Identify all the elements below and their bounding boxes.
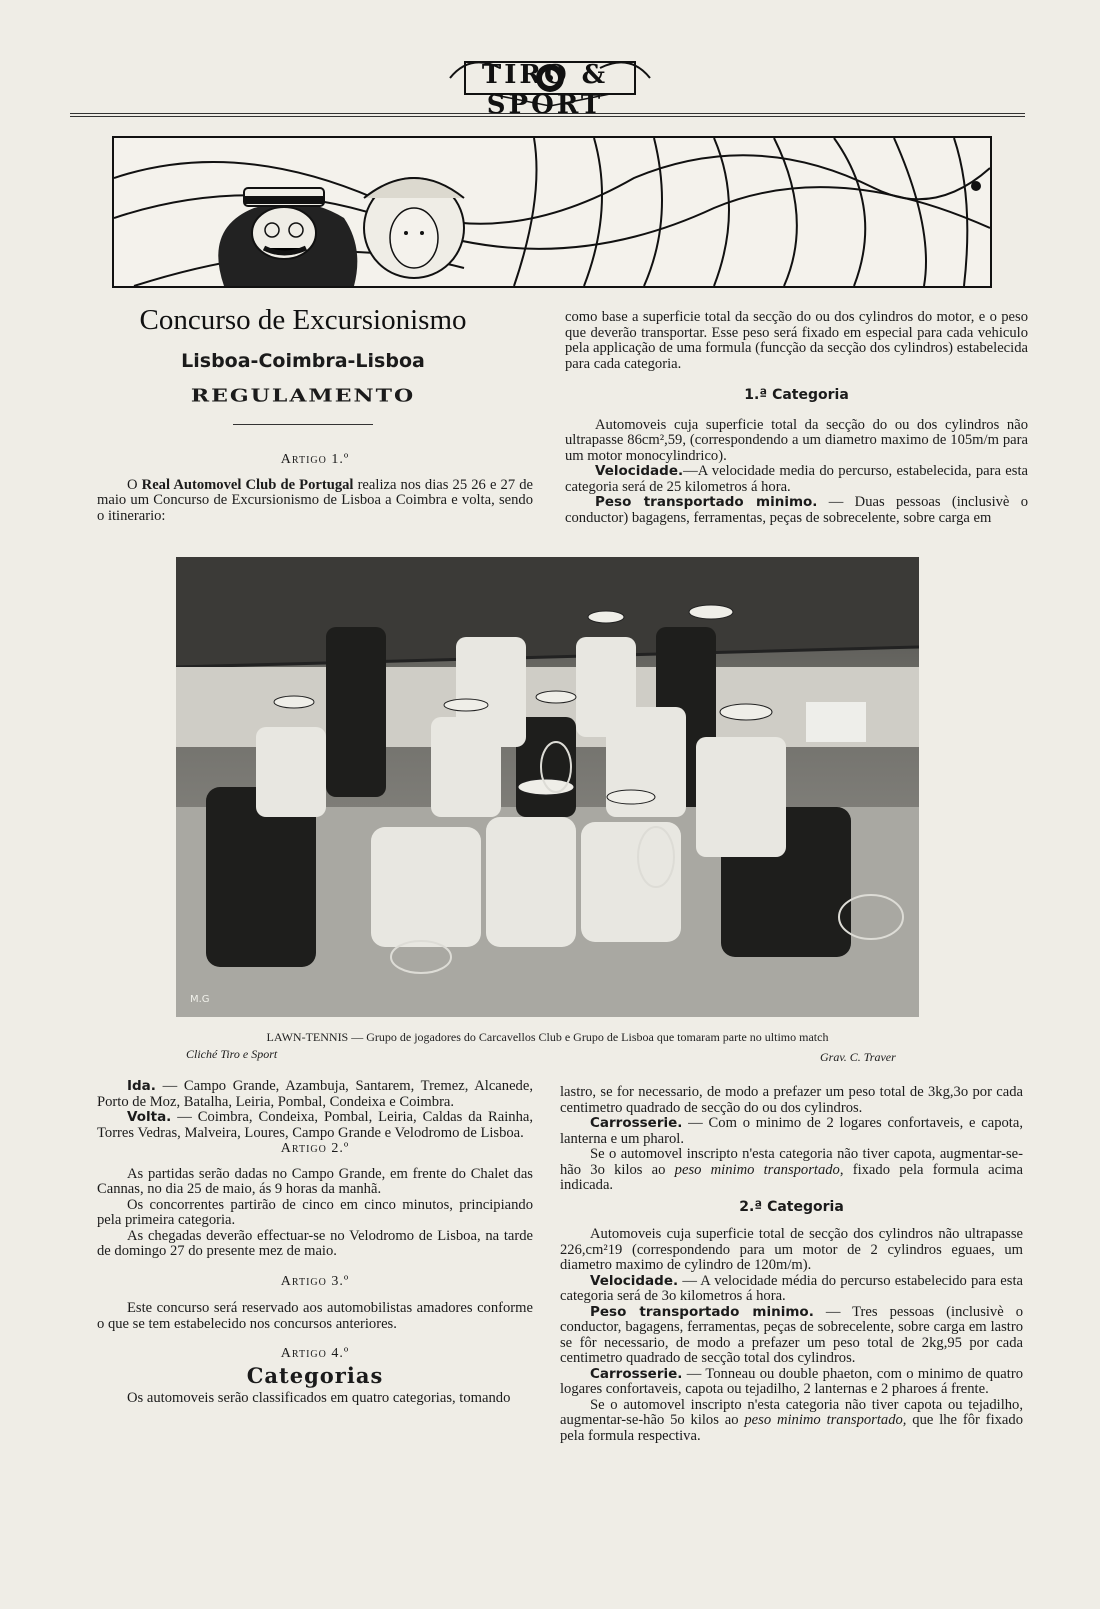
motorists-illustration-icon — [114, 138, 990, 286]
paragraph: lastro, se for necessario, de modo a prefazer um peso total de 3kg,3o por cada centimetro quadrado de secção do ou dos cylindros. — [560, 1084, 1023, 1116]
emphasis: peso minimo transportado, — [744, 1412, 907, 1428]
paragraph — [565, 495, 1028, 526]
text-run: , fixado pela formula acima indicada. — [560, 1161, 1023, 1193]
paragraph — [97, 478, 533, 525]
masthead-logo — [440, 48, 660, 120]
paragraph: Os concorrentes partirão de cinco em cinco minutos, principiando pela primeira categoria. — [97, 1196, 533, 1228]
paragraph — [560, 1367, 1023, 1398]
text-run: — Com o minimo de 2 logares confortaveis, e capota, lanterna e um pharol. — [560, 1115, 1023, 1147]
artigo-heading: Artigo 4.º — [280, 1346, 350, 1361]
text-run: O — [127, 476, 142, 493]
masthead-title: TIRO & SPORT — [481, 60, 609, 120]
label: Volta. — [127, 1109, 172, 1125]
paragraph: Automoveis cuja superficie total da secção do ou dos cylindros não ultrapasse 86cm²,59, (correspondendo a um diametro maximo de 105m/m para um motor monocylindrico). — [565, 416, 1028, 464]
label: Velocidade. — [590, 1272, 679, 1289]
paragraph — [97, 1079, 533, 1110]
paragraph — [560, 1147, 1023, 1194]
paragraph: Os automoveis serão classificados em quatro categorias, tomando — [127, 1390, 511, 1406]
artigo-heading: Artigo 3.º — [280, 1273, 350, 1289]
category-heading: 2.ª Categoria — [739, 1198, 844, 1215]
paragraph — [560, 1398, 1023, 1445]
text-run: — A velocidade média do percurso estabelecido para esta categoria será de 3o kilometros á hora. — [560, 1272, 1023, 1304]
category-heading: 1.ª Categoria — [744, 387, 849, 403]
paragraph — [560, 1274, 1023, 1305]
section-heading: REGULAMENTO — [190, 385, 416, 407]
text-run: que lhe fôr fixado pela formula respectiva. — [560, 1412, 1024, 1444]
text-run: — Campo Grande, Azambuja, Santarem, Tremez, Alcanede, Porto de Moz, Batalha, Leiria, Pombal, Condeixa e Coimbra. — [97, 1078, 533, 1110]
paragraph — [565, 464, 1028, 495]
paragraph: como base a superficie total da secção do ou dos cylindros do motor, e o peso que deverão transportar. Esse peso será fixado em especial para cada vehiculo pela applicação de uma formula (funcção da secção dos cylindros) estabelecida para cada categoria. — [565, 309, 1028, 372]
text-run: realiza nos dias 25 26 e 27 de maio um Concurso de Excursionismo de Lisboa a Coimbra e volta, sendo o itinerario: — [97, 476, 533, 524]
paragraph — [560, 1116, 1023, 1147]
artigo-heading: Artigo 2.º — [280, 1141, 350, 1156]
artigo-heading: Artigo 1.º — [280, 452, 350, 467]
right-column-bottom — [560, 1085, 1023, 1444]
header-rule — [70, 113, 1025, 117]
svg-text:M.G: M.G — [190, 994, 210, 1005]
text-run: —A velocidade media do percurso, estabelecida, para esta categoria será de 25 kilometros á hora. — [565, 463, 1028, 495]
paragraph: Automoveis cuja superficie total de secção dos cylindros não ultrapasse 226,cm²19 (correspondendo para um motor de 2 cylindros eguaes, um diametro maximo de cylindro de 120m/m). — [560, 1226, 1023, 1273]
photo-caption: LAWN-TENNIS — Grupo de jogadores do Carcavellos Club e Grupo de Lisboa que tomaram parte no ultimo match — [266, 1030, 829, 1044]
photo-credit: Cliché Tiro e Sport — [186, 1047, 278, 1061]
emphasis: peso minimo transportado — [674, 1161, 840, 1178]
label: Velocidade. — [595, 463, 684, 479]
banner-illustration — [112, 136, 992, 288]
tennis-group-photo — [176, 557, 919, 1017]
paragraph — [560, 1305, 1023, 1367]
text-run: — Coimbra, Condeixa, Pombal, Leiria, Caldas da Rainha, Torres Vedras, Malveira, Loures, Campo Grande e Velodromo de Lisboa. — [97, 1109, 533, 1141]
left-column-bottom — [97, 1079, 533, 1407]
article-title: Concurso de Excursionismo — [139, 304, 467, 336]
article-subtitle: Lisboa-Coimbra-Lisboa — [181, 350, 425, 372]
label: Peso transportado minimo. — [590, 1303, 814, 1320]
left-column-top — [97, 452, 533, 524]
categorias-heading: Categorias — [246, 1362, 384, 1388]
text-run: — Duas pessoas (inclusivè o conductor) bagagens, ferramentas, peças de sobrecelente, sobre carga em — [565, 494, 1028, 526]
paragraph: As chegadas deverão effectuar-se no Velodromo de Lisboa, na tarde de domingo 27 do presente mez de maio. — [97, 1227, 533, 1259]
label: Carrosserie. — [590, 1115, 683, 1131]
label: Ida. — [127, 1078, 156, 1094]
paragraph: Este concurso será reservado aos automobilistas amadores conforme o que se tem estabelecido nos concursos anteriores. — [97, 1300, 533, 1332]
club-name: Real Automovel Club de Portugal — [141, 476, 354, 493]
divider — [233, 424, 373, 425]
text-run: — Tres pessoas (inclusivè o conductor, bagagens, ferramentas, peças de sobrecelente, sobre carga em lastro se fôr necessario, de modo a prefazer um peso total de 2kg,95 por cada centimetro quadrado de secção total dos cylindros. — [560, 1303, 1023, 1366]
label: Peso transportado minimo. — [595, 494, 818, 510]
text-run: Se o automovel inscripto n'esta categoria não tiver capota ou tejadilho, augmentar-se-hão 5o kilos ao — [560, 1396, 1023, 1428]
text-run: — Tonneau ou double phaeton, com o minimo de quatro logares confortaveis, capota ou tejadilho, 2 lanternas e 2 pharoes á frente. — [560, 1365, 1023, 1397]
photo-image-icon — [176, 557, 919, 1017]
label: Carrosserie. — [590, 1365, 683, 1382]
paragraph: As partidas serão dadas no Campo Grande, em frente do Chalet das Cannas, no dia 25 de maio, ás 9 horas da manhã. — [97, 1165, 533, 1197]
text-run: Se o automovel inscripto n'esta categoria não tiver capota, augmentar-se-hão 3o kilos ao — [560, 1146, 1023, 1178]
engraver-credit: Grav. C. Traver — [820, 1050, 896, 1064]
paragraph — [97, 1110, 533, 1141]
right-column-top — [565, 310, 1028, 526]
